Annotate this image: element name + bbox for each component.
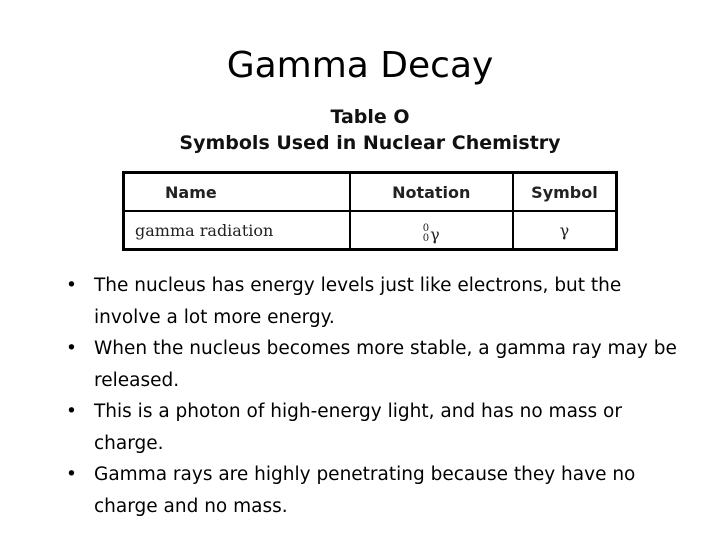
- nuclide-numbers: [423, 224, 429, 244]
- column-header-notation: Notation: [350, 173, 513, 212]
- cell-name: gamma radiation: [124, 211, 350, 250]
- cell-notation: [350, 211, 513, 250]
- mass-number: 0: [422, 223, 430, 234]
- bullet-marker: •: [66, 464, 77, 485]
- table-heading: Symbols Used in Nuclear Chemistry: [179, 132, 561, 154]
- notation-symbol: γ: [430, 224, 440, 244]
- bullet-marker: •: [66, 338, 77, 359]
- slide-title: Gamma Decay: [226, 45, 494, 86]
- symbols-table: [122, 171, 618, 251]
- bullet-list: [66, 270, 686, 522]
- table-row: [124, 211, 617, 250]
- bullet-marker: •: [66, 275, 77, 296]
- bullet-item: [66, 270, 686, 333]
- bullet-text: The nucleus has energy levels just like electrons, but the involve a lot more energy.: [94, 275, 622, 328]
- cell-symbol: γ: [513, 211, 617, 250]
- column-header-symbol: Symbol: [513, 173, 617, 212]
- table-label: Table O: [330, 106, 410, 128]
- bullet-text: Gamma rays are highly penetrating because they have no charge and no mass.: [94, 464, 636, 517]
- column-header-name: Name: [124, 173, 350, 212]
- bullet-text: This is a photon of high-energy light, and has no mass or charge.: [94, 401, 622, 454]
- bullet-marker: •: [66, 401, 77, 422]
- table-header-row: [124, 173, 617, 212]
- bullet-text: When the nucleus becomes more stable, a gamma ray may be released.: [94, 338, 677, 391]
- bullet-item: [66, 396, 686, 459]
- atomic-number: 0: [422, 233, 430, 244]
- bullet-item: [66, 459, 686, 522]
- bullet-item: [66, 333, 686, 396]
- nuclide-notation: [423, 224, 440, 244]
